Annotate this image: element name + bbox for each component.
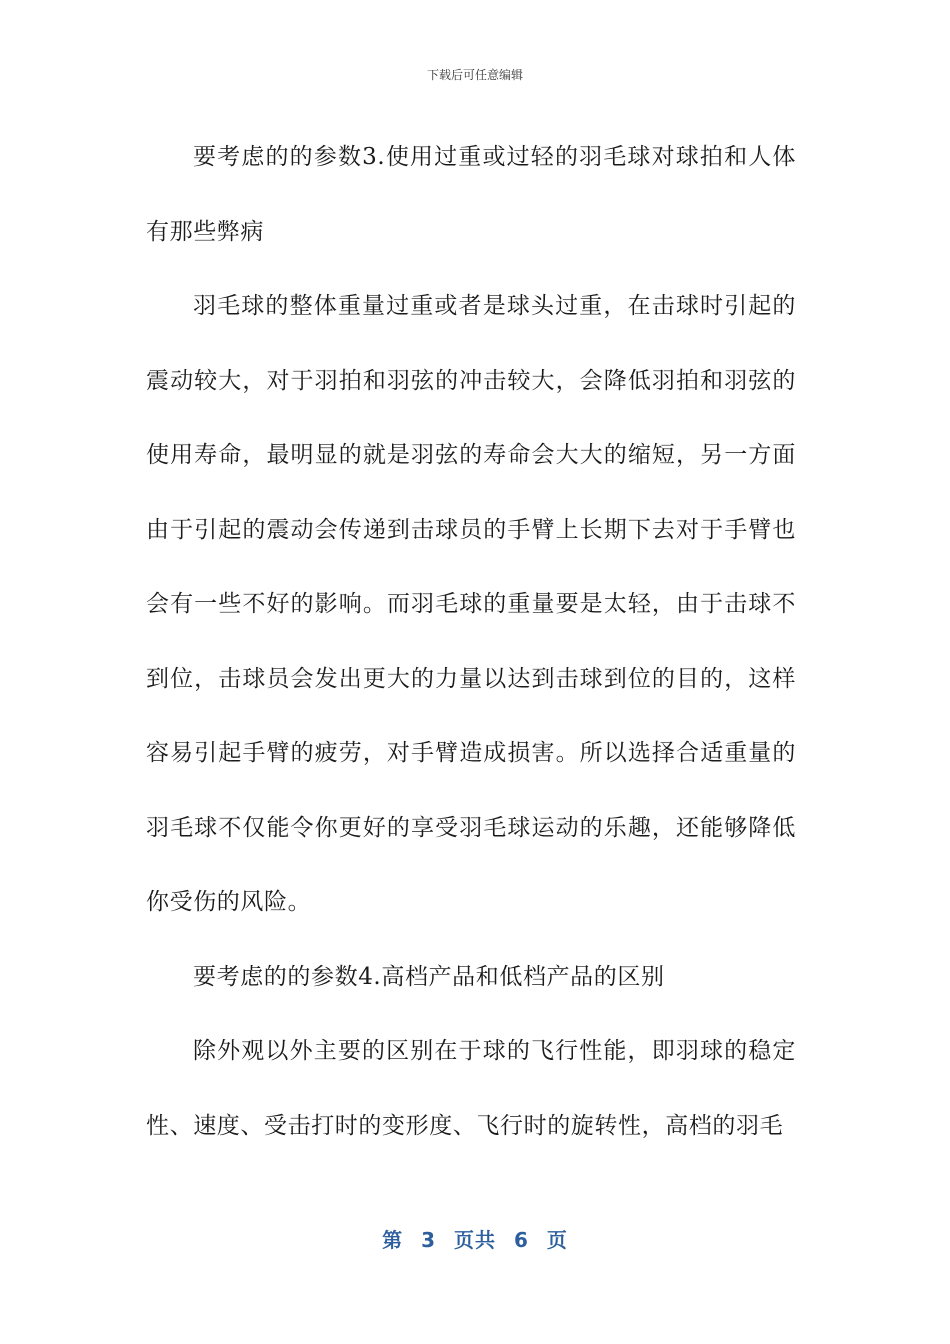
paragraph-section-4-heading: 要考虑的的参数4.高档产品和低档产品的区别 <box>193 963 665 990</box>
paragraph-section-3-body: 羽毛球的整体重量过重或者是球头过重，在击球时引起的震动较大，对于羽拍和羽弦的冲击较大，会降低羽拍和羽弦的使用寿命，最明显的就是羽弦的寿命会大大的缩短，另一方面由于引起的震动会传递到击球员的手臂上长期下去对于手臂也会有一些不好的影响。而羽毛球的重量要是太轻，由于击球不到位，击球员会发出更大的力量以达到击球到位的目的，这样容易引起手臂的疲劳，对手臂造成损害。所以选择合适重量的羽毛球不仅能令你更好的享受羽毛球运动的乐趣，还能够降低你受伤的风险。 <box>146 293 796 915</box>
footer-page-mid: 页共 <box>454 1228 496 1252</box>
footer-current-page: 3 <box>421 1228 436 1252</box>
header-note: 下载后可任意编辑 <box>426 68 523 82</box>
document-body <box>146 120 796 1163</box>
footer-page-suffix: 页 <box>546 1228 568 1252</box>
page-footer <box>0 1224 950 1253</box>
paragraph-section-4-body: 除外观以外主要的区别在于球的飞行性能，即羽球的稳定性、速度、受击打时的变形度、飞行时的旋转性，高档的羽毛 <box>146 1038 796 1139</box>
paragraph-section-3-heading: 要考虑的的参数3.使用过重或过轻的羽毛球对球拍和人体有那些弊病 <box>146 144 796 245</box>
footer-page-prefix: 第 <box>382 1228 404 1252</box>
footer-total-pages: 6 <box>514 1228 529 1252</box>
